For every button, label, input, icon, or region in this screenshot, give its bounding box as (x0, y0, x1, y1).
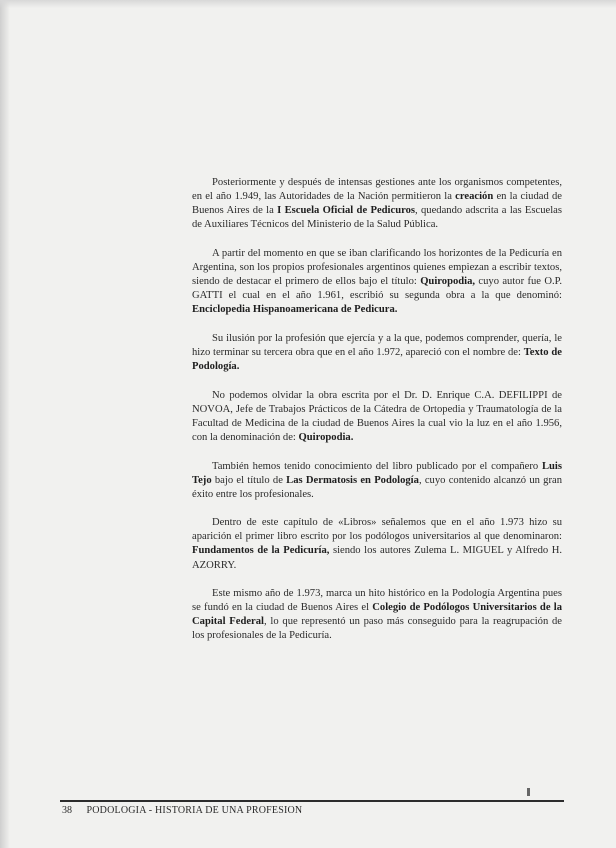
text-run: bajo el título de (211, 474, 287, 486)
bold-text: Las Dermatosis en Podología (286, 474, 419, 486)
running-title: PODOLOGIA - HISTORIA DE UNA PROFESION (86, 805, 303, 816)
text-run: en la ciudad de Buenos Aires de la (192, 191, 562, 217)
text-run: , lo que representó un paso más conseguido para la reagrupación de los profesionales de la Pedicuría. (192, 616, 562, 642)
paragraph (192, 332, 562, 374)
scan-shadow-top (0, 0, 616, 8)
bold-text: Texto de Podología. (192, 346, 562, 373)
paragraph (192, 247, 562, 317)
text-run: A partir del momento en que se iban clarificando los horizontes de la Pedicuría en Argentina, son los propios profesionales argentinos quienes empiezan a escribir textos, siendo de destacar el primero de ellos bajo el título: (192, 247, 562, 288)
paragraph (192, 516, 562, 572)
text-run: También hemos tenido conocimiento del libro publicado por el compañero (212, 460, 542, 472)
text-run: cuyo autor fue O.P. GATTI el cual en el año 1.961, escribió su segunda obra a la que denominó: (192, 276, 562, 302)
bold-text: Colegio de Podólogos Universitarios de la Capital Federal (192, 602, 562, 628)
text-run: Su ilusión por la profesión que ejercía y a la que, podemos comprender, quería, le hizo terminar su tercera obra que en el año 1.972, apareció con el nombre de: (192, 332, 562, 358)
page-footer (62, 805, 302, 816)
scan-speck (527, 788, 530, 796)
bold-text: Luis Tejo (192, 460, 562, 486)
paragraph (192, 176, 562, 232)
bold-text: I Escuela Oficial de Pedicuros (277, 205, 416, 217)
paragraph (192, 460, 562, 502)
bold-text: Fundamentos de la Pedicuría, (192, 545, 330, 557)
body-text (192, 176, 562, 658)
bold-text: Quiropodia. (298, 431, 354, 443)
bold-text: Quiropodia, (420, 276, 476, 288)
text-run: Posteriormente y después de intensas gestiones ante los organismos competentes, en el año 1.949, las Autoridades de la Nación permitieron la (192, 177, 562, 203)
text-run: , cuyo contenido alcanzó un gran éxito entre los profesionales. (192, 474, 562, 500)
scan-shadow-left (0, 0, 10, 848)
text-run: Dentro de este capítulo de «Libros» señalemos que en el año 1.973 hizo su aparición el primer libro escrito por los podólogos universitarios al que denominaron: (192, 517, 562, 543)
paragraph (192, 587, 562, 643)
text-run: , quedando adscrita a las Escuelas de Auxiliares Técnicos del Ministerio de la Salud Pública. (192, 205, 562, 231)
paragraph (192, 389, 562, 445)
bold-text: Enciclopedia Hispanoamericana de Pedicura. (192, 304, 398, 316)
text-run: siendo los autores Zulema L. MIGUEL y Alfredo H. AZORRY. (192, 545, 562, 571)
bold-text: creación (455, 191, 494, 203)
text-run: Este mismo año de 1.973, marca un hito histórico en la Podología Argentina pues se fundó en la ciudad de Buenos Aires el (192, 588, 562, 614)
footer-rule (60, 800, 564, 802)
page-number: 38 (62, 805, 72, 816)
text-run: No podemos olvidar la obra escrita por el Dr. D. Enrique C.A. DEFILIPPI de NOVOA, Jefe de Trabajos Prácticos de la Cátedra de Ortopedia y Traumatología de la Facultad de Medicina de la ciudad de Buenos Aires la cual vio la luz en el año 1.956, con la denominación de: (192, 389, 562, 443)
